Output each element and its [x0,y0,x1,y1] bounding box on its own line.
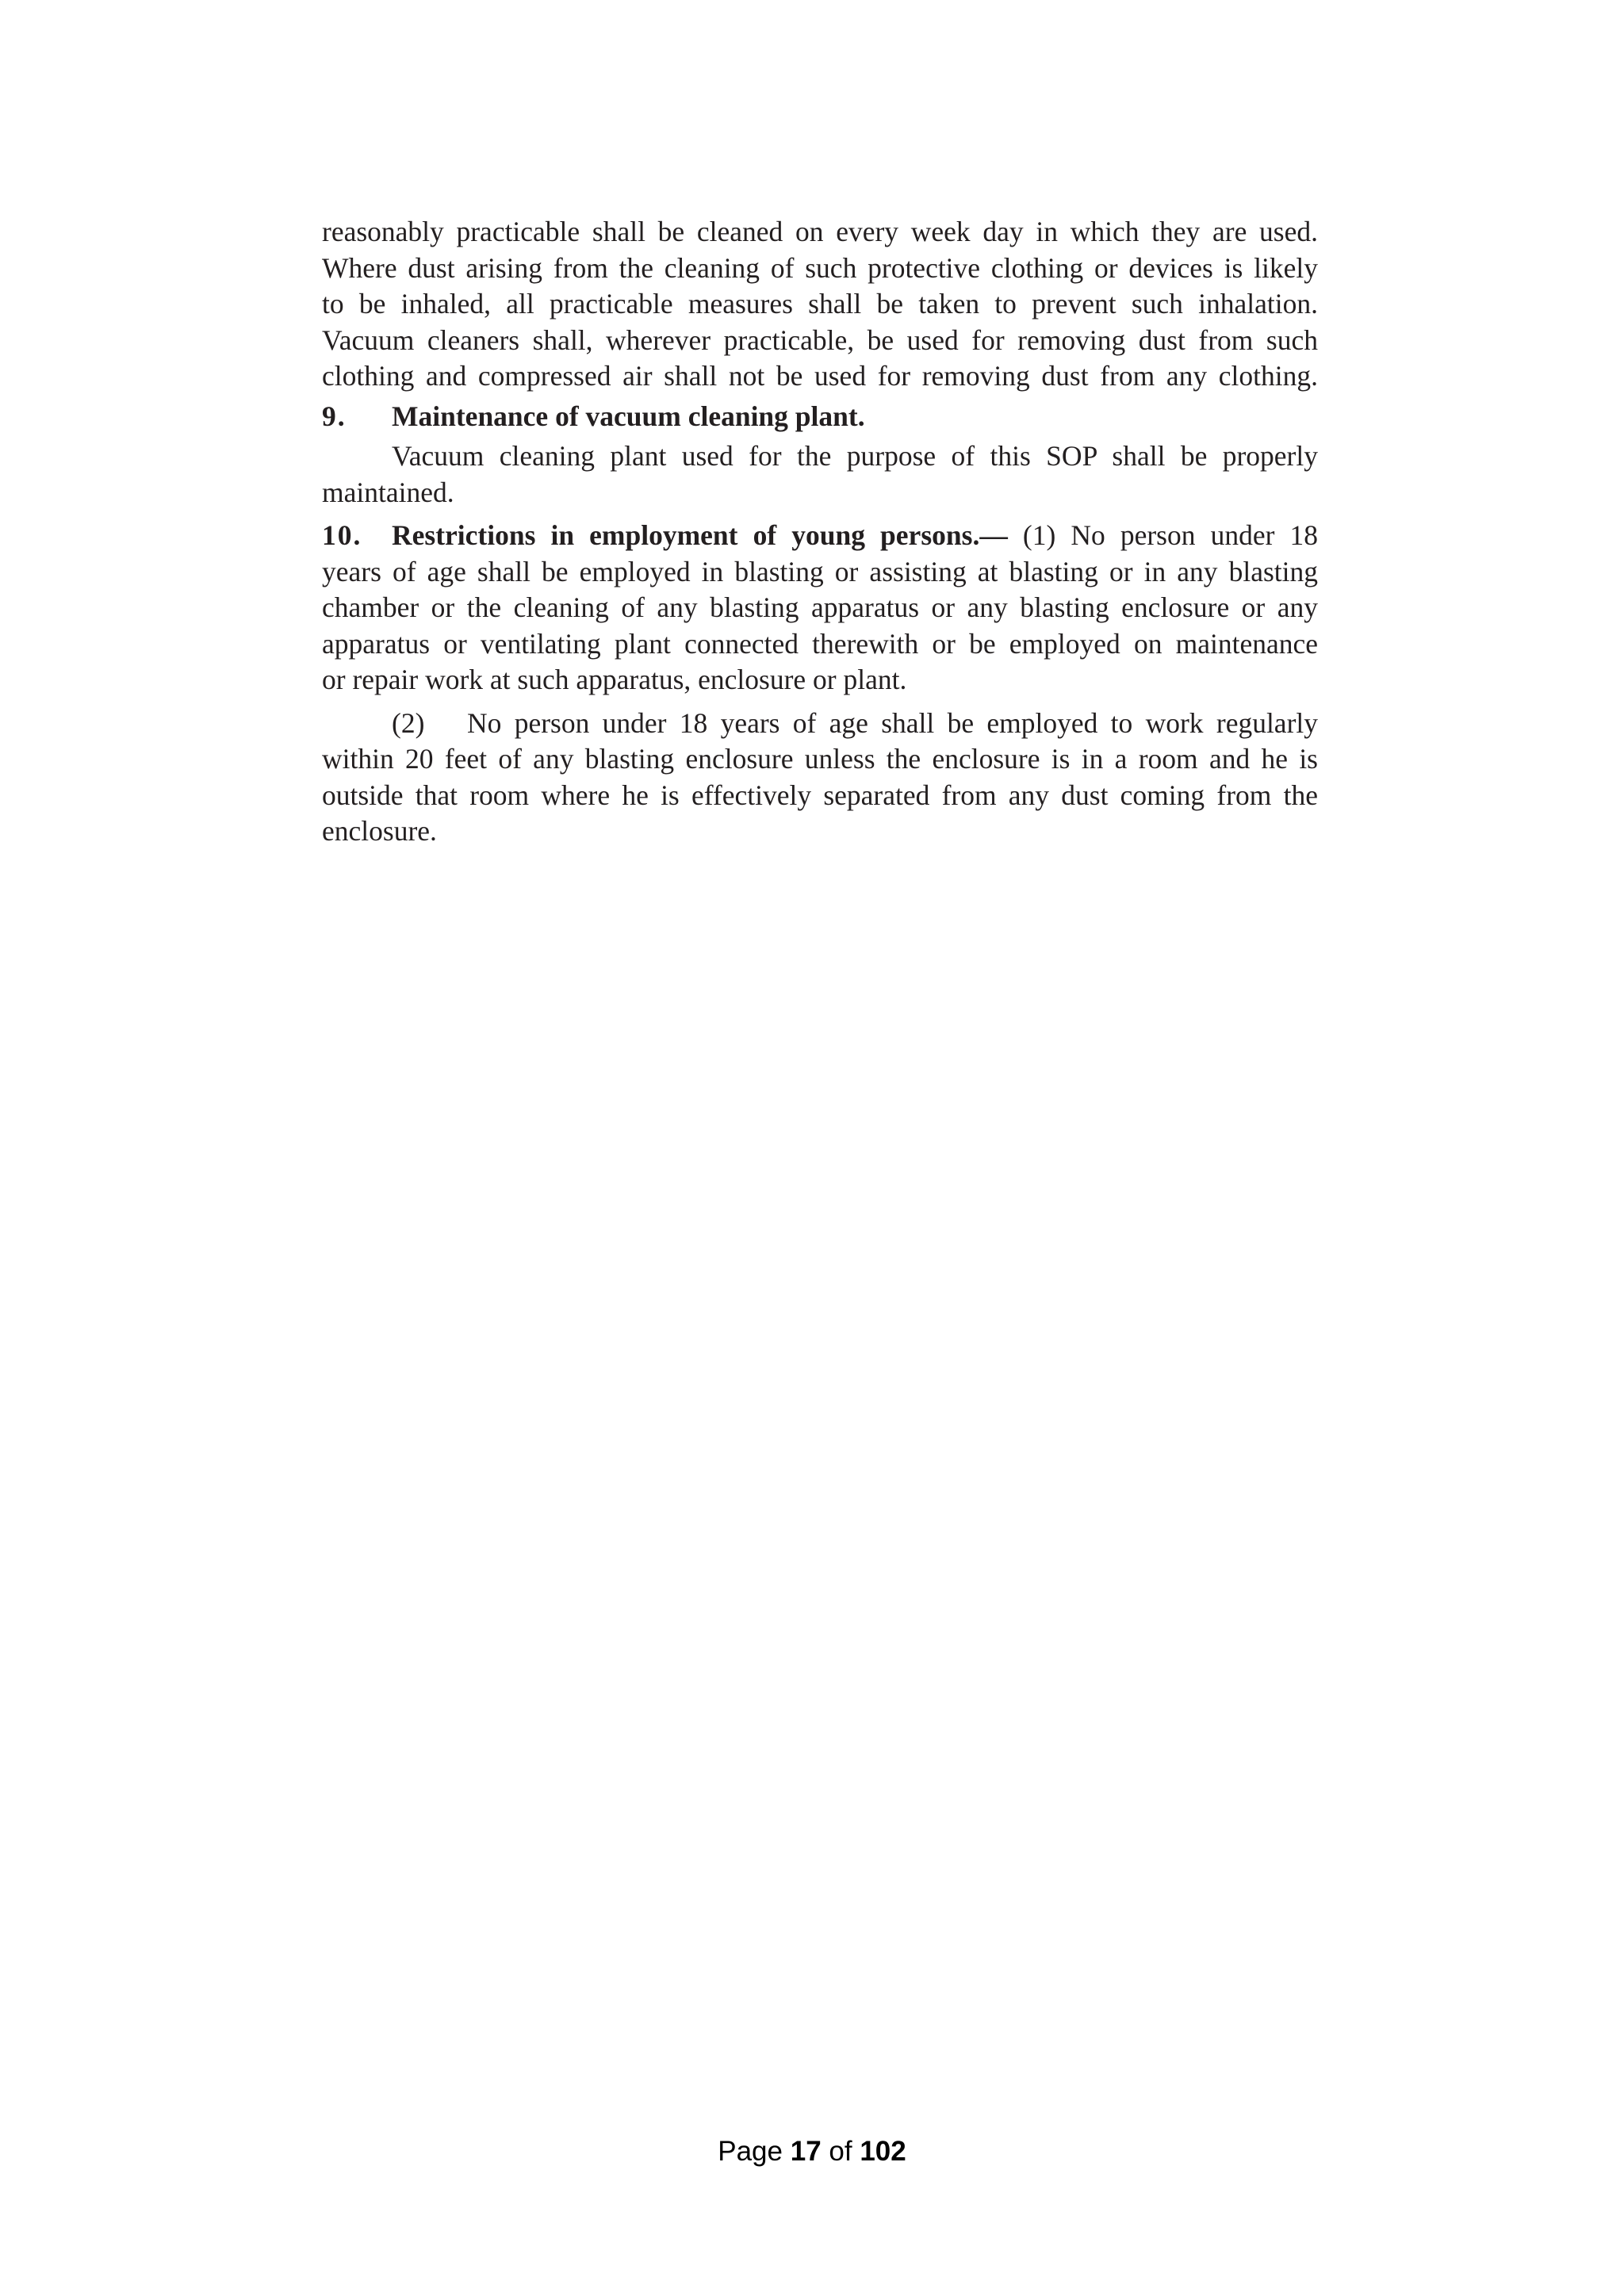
text-line: Vacuum cleaners shall, wherever practicable, be used for removing dust from such [322,323,1318,356]
text-line: years of age shall be employed in blasting or assisting at blasting or in any blasting [322,555,1318,587]
text-line: enclosure. [322,815,437,847]
text-line: or repair work at such apparatus, enclosure or plant. [322,664,907,695]
text-fragment: No person under 18 years of age shall be employed to work regularly [467,706,1318,739]
text-fragment: (1) No person under 18 [1007,519,1318,551]
text-line: clothing and compressed air shall not be used for removing dust from any clothing. [322,360,1318,392]
current-page-number: 17 [790,2136,822,2167]
paragraph-protective-clothing [322,214,1318,395]
text-line: to be inhaled, all practicable measures shall be taken to prevent such inhalation. [322,288,1318,320]
subsection-number: (2) [392,706,425,739]
text-line: reasonably practicable shall be cleaned on every week day in which they are used. [322,216,1318,247]
of-label: of [829,2136,852,2167]
text-line: Where dust arising from the cleaning of such protective clothing or devices is likely [322,251,1318,284]
total-pages-number: 102 [860,2136,906,2167]
subsection-first-line [322,706,1318,742]
text-line: chamber or the cleaning of any blasting apparatus or any blasting enclosure or any [322,591,1318,623]
text-line: maintained. [322,476,454,508]
section-9-heading [322,399,1318,435]
text-line: apparatus or ventilating plant connected therewith or be employed on maintenance [322,627,1318,660]
page-footer [0,2136,1624,2168]
section-number: 9. [322,400,347,432]
text-line: outside that room where he is effectively separated from any dust coming from the [322,779,1318,811]
section-10-subsection-2 [322,706,1318,850]
section-10-first-line [322,518,1318,554]
section-number: 10. [322,519,362,551]
section-title: Maintenance of vacuum cleaning plant. [392,400,865,432]
text-line: within 20 feet of any blasting enclosure unless the enclosure is in a room and he is [322,743,1318,775]
document-body [322,214,1318,850]
section-title: Restrictions in employment of young persons.— [392,519,1008,551]
page-label: Page [718,2136,783,2167]
section-9-body [322,438,1318,511]
section-10 [322,518,1318,698]
text-line: Vacuum cleaning plant used for the purpose of this SOP shall be properly [392,440,1318,472]
